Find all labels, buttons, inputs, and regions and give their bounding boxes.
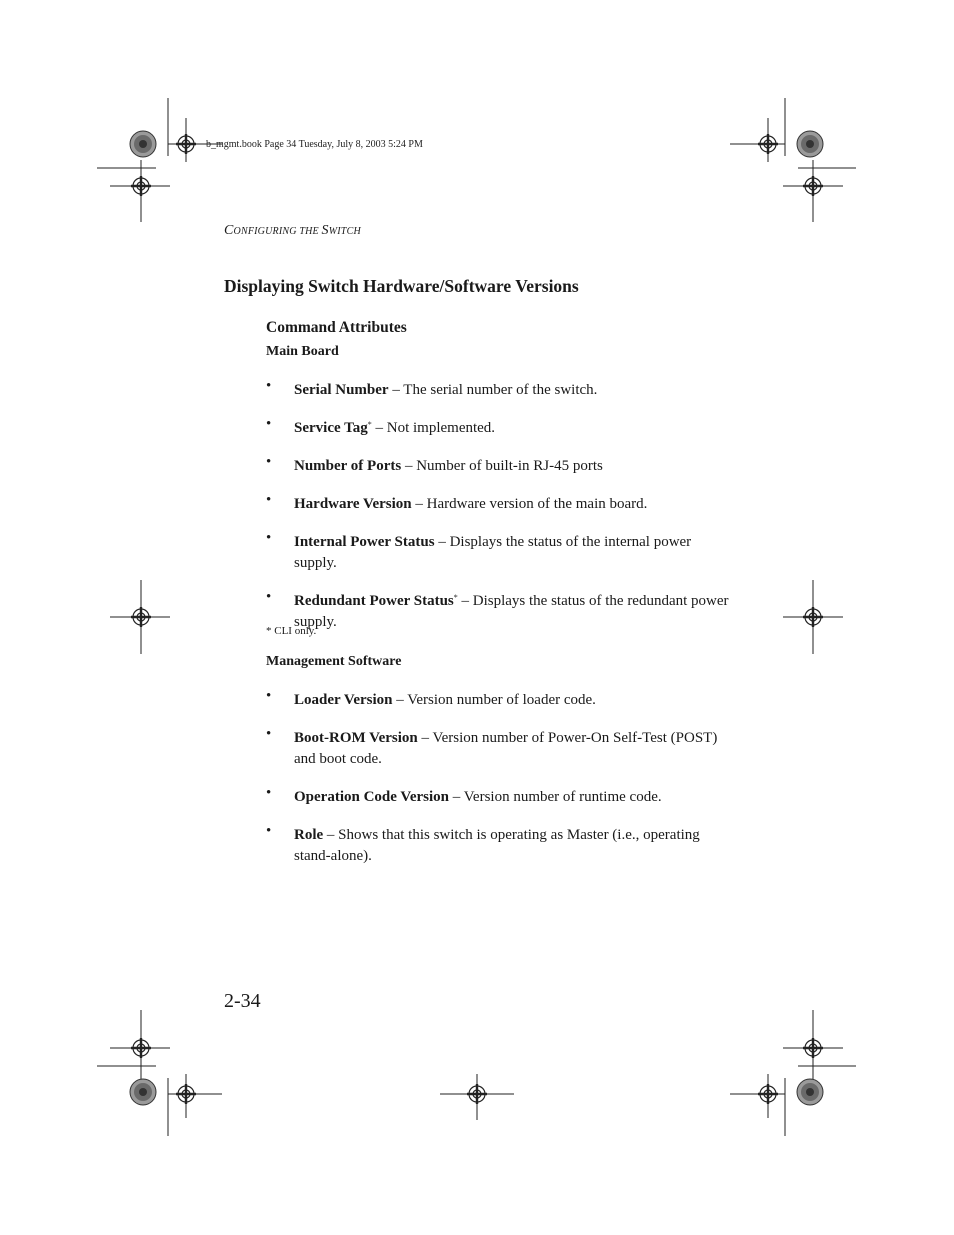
- item-term: Operation Code Version: [294, 789, 450, 805]
- management-software-list: [266, 686, 736, 880]
- list-item: [266, 587, 736, 633]
- item-term: Internal Power Status: [294, 534, 435, 550]
- item-term: Number of Ports: [294, 458, 402, 474]
- item-desc: – Displays the status of the internal power supply.: [294, 534, 692, 571]
- item-desc: – Hardware version of the main board.: [411, 496, 648, 512]
- list-item: [266, 528, 736, 574]
- bullet: •: [266, 378, 272, 394]
- bullet: •: [266, 530, 272, 546]
- bullet: •: [266, 785, 272, 801]
- item-desc: – Version number of runtime code.: [449, 789, 662, 805]
- bullet: •: [266, 726, 272, 742]
- item-desc: – Number of built-in RJ-45 ports: [401, 458, 603, 474]
- item-desc: – Version number of Power-On Self-Test (POST) and boot code.: [294, 730, 718, 767]
- item-term: Hardware Version: [294, 496, 412, 512]
- bullet: •: [266, 492, 272, 508]
- subsection-title: Command Attributes: [266, 319, 407, 336]
- list-item: [266, 783, 736, 808]
- item-desc: – Shows that this switch is operating as Master (i.e., operating stand-alone).: [294, 827, 700, 864]
- bullet: •: [266, 589, 272, 605]
- running-head-cap-1: C: [224, 223, 234, 238]
- item-term: Redundant Power Status: [294, 593, 454, 609]
- bullet: •: [266, 688, 272, 704]
- item-desc: – Not implemented.: [371, 420, 496, 436]
- list-item: [266, 452, 736, 477]
- main-board-list: [266, 376, 736, 646]
- section-title: Displaying Switch Hardware/Software Versions: [224, 276, 579, 296]
- list-item: [266, 821, 736, 867]
- item-mark: *: [367, 420, 372, 429]
- item-mark: *: [453, 593, 458, 602]
- list-item: [266, 686, 736, 711]
- bullet: •: [266, 454, 272, 470]
- print-info: b_mgmt.book Page 34 Tuesday, July 8, 2003 5:24 PM: [206, 139, 423, 150]
- item-term: Loader Version: [294, 692, 393, 708]
- item-term: Boot-ROM Version: [294, 730, 418, 746]
- item-desc: – Displays the status of the redundant power supply.: [294, 593, 729, 630]
- management-software-title: Management Software: [266, 654, 402, 669]
- item-term: Role: [294, 827, 324, 843]
- list-item: [266, 414, 736, 439]
- footnote: * CLI only.: [266, 625, 317, 637]
- list-item: [266, 724, 736, 770]
- item-term: Service Tag: [294, 420, 368, 436]
- bullet: •: [266, 416, 272, 432]
- main-board-title: Main Board: [266, 344, 339, 359]
- list-item: [266, 376, 736, 401]
- running-head-cap-2: S: [321, 223, 329, 238]
- item-desc: – The serial number of the switch.: [388, 382, 598, 398]
- item-desc: – Version number of loader code.: [392, 692, 596, 708]
- running-head: [224, 223, 361, 239]
- item-term: Serial Number: [294, 382, 389, 398]
- bullet: •: [266, 823, 272, 839]
- page-number: 2-34: [224, 990, 261, 1012]
- list-item: [266, 490, 736, 515]
- running-head-rest-1: ONFIGURING THE: [233, 226, 322, 237]
- running-head-rest-2: WITCH: [328, 226, 361, 237]
